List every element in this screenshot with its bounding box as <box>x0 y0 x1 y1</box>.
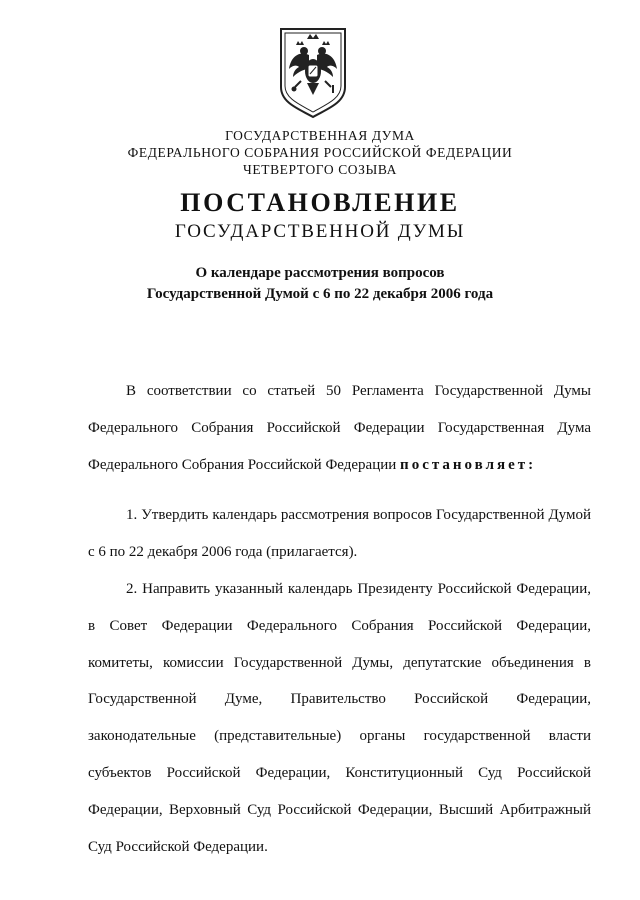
header-line-2: ФЕДЕРАЛЬНОГО СОБРАНИЯ РОССИЙСКОЙ ФЕДЕРАЦИИ <box>127 145 513 160</box>
preamble-keyword: постановляет: <box>400 456 537 473</box>
header-line-3: ЧЕТВЕРТОГО СОЗЫВА <box>243 162 397 177</box>
document-subtitle: ГОСУДАРСТВЕННОЙ ДУМЫ <box>174 221 466 242</box>
preamble-text: В соответствии со статьей 50 Регламента Государственной Думы Федерального Собрания Российской Федерации Государственная Дума Федерального Собрания Российской Федерации <box>88 383 591 473</box>
item-paragraph-1: 1. Утвердить календарь рассмотрения вопросов Государственной Думой с 6 по 22 декабря 2006 года (прилагается). <box>88 507 591 561</box>
document-title: ПОСТАНОВЛЕНИЕ <box>180 188 460 217</box>
russian-coat-of-arms-icon <box>277 25 349 121</box>
document-body <box>88 373 591 865</box>
subject-line-1: О календаре рассмотрения вопросов <box>195 265 445 281</box>
header-line-1: ГОСУДАРСТВЕННАЯ ДУМА <box>225 128 415 143</box>
subject-line-2: Государственной Думой с 6 по 22 декабря 2006 года <box>146 286 494 302</box>
item-paragraph-2: 2. Направить указанный календарь Президенту Российской Федерации, в Совет Федерации Федерального Собрания Российской Федерации, комитеты, комиссии Государственной Думы, депутатские объединения в Государственной Думе, Правительство Российской Федерации, законодательные (представительные) органы государственной власти субъектов Российской Федерации, Конституционный Суд Российской Федерации, Верховный Суд Российской Федерации, Высший Арбитражный Суд Российской Федерации. <box>88 580 591 855</box>
preamble-paragraph <box>88 373 591 483</box>
